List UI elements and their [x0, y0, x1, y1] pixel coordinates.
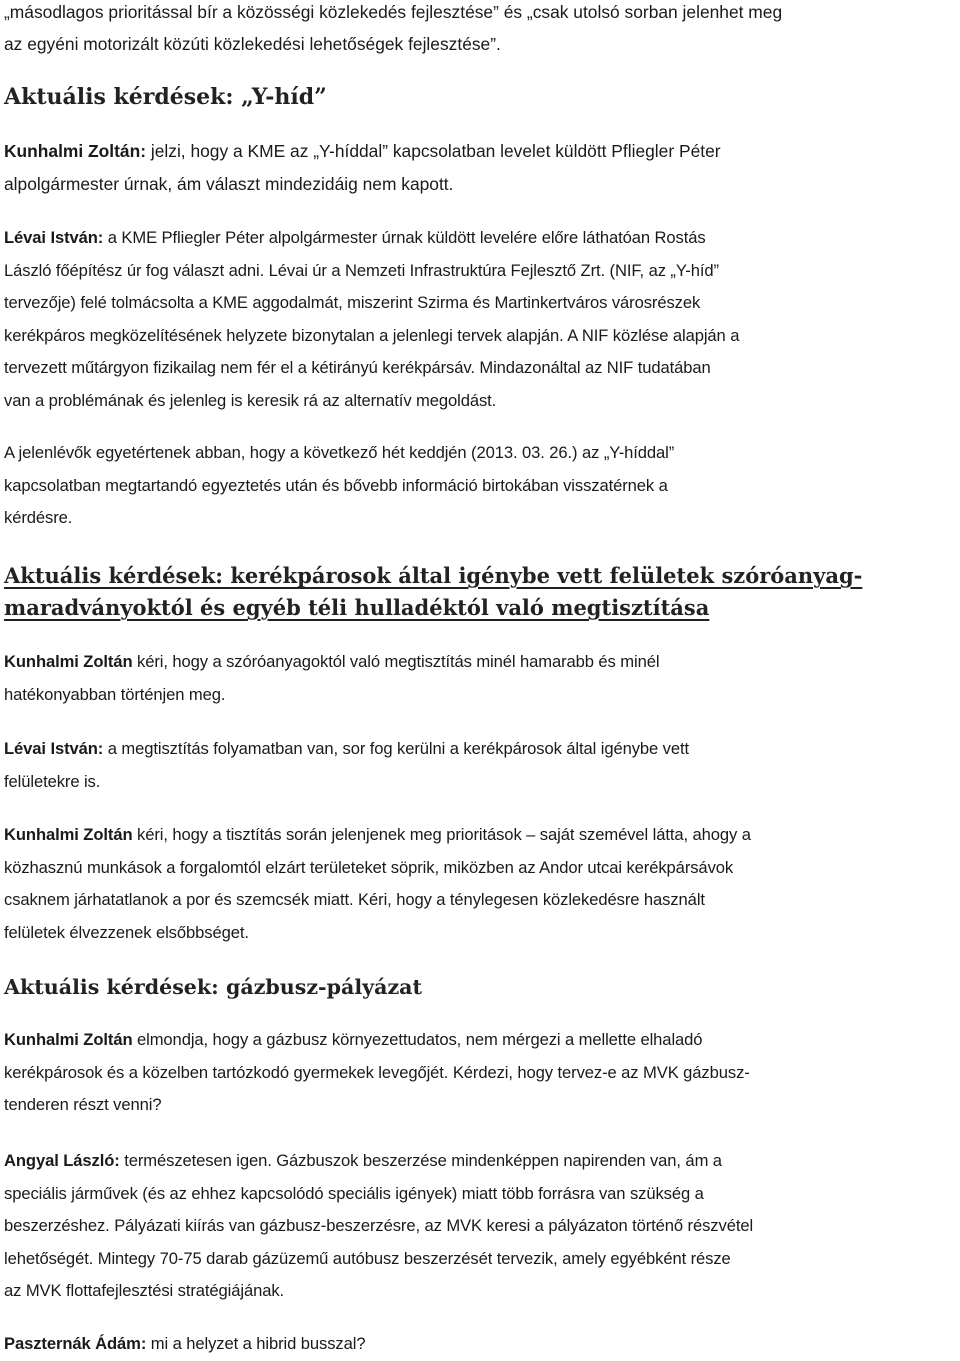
heading-cleaning [4, 560, 862, 624]
speaker-name: Angyal László: [4, 1151, 120, 1170]
paragraph-line: tenderen részt venni? [4, 1095, 162, 1115]
paragraph-line [4, 135, 721, 168]
paragraph-line [4, 1024, 750, 1057]
paragraph-kunhalmi-2 [4, 646, 659, 711]
speaker-name: Lévai István: [4, 228, 104, 247]
intro-line-2: az egyéni motorizált közúti közlekedési lehetőségek fejlesztése”. [4, 34, 501, 54]
paragraph-text: kéri, hogy a tisztítás során jelenjenek meg prioritások – saját szemével látta, ahogy a [132, 825, 751, 844]
speaker-name: Paszternák Ádám: [4, 1334, 147, 1353]
paragraph-text: elmondja, hogy a gázbusz környezettudatos, nem mérgezi a mellette elhaladó [132, 1030, 703, 1049]
paragraph-line: az MVK flottafejlesztési stratégiájának. [4, 1281, 285, 1301]
paragraph-line [4, 1328, 365, 1361]
speaker-name: Kunhalmi Zoltán [4, 1030, 133, 1049]
paragraph-line [4, 819, 751, 852]
paragraph-angyal [4, 1145, 753, 1308]
paragraph-text: jelzi, hogy a KME az „Y-híddal” kapcsolatban levelet küldött Pfliegler Péter [146, 141, 721, 161]
paragraph-agreement [4, 437, 674, 535]
speaker-name: Kunhalmi Zoltán: [4, 141, 147, 161]
paragraph-levai-2 [4, 733, 689, 798]
paragraph-line: felületekre is. [4, 771, 101, 791]
paragraph-text: a KME Pfliegler Péter alpolgármester úrnak küldött levelére előre láthatóan Rostás [103, 228, 706, 247]
paragraph-line: beszerzéshez. Pályázati kiírás van gázbusz-beszerzésre, az MVK keresi a pályázaton történő részvétel [4, 1216, 754, 1236]
paragraph-levai-1 [4, 222, 739, 418]
speaker-name: Lévai István: [4, 739, 104, 758]
paragraph-kunhalmi-4 [4, 1024, 750, 1122]
paragraph-text: kéri, hogy a szóróanyagoktól való megtisztítás minél hamarabb és minél [132, 652, 660, 671]
paragraph-line: lehetőségét. Mintegy 70-75 darab gázüzemű autóbusz beszerzését tervezik, amely egyébként része [4, 1248, 731, 1268]
paragraph-line: kerékpárosok és a közelben tartózkodó gyermekek levegőjét. Kérdezi, hogy tervez-e az MVK gázbusz- [4, 1062, 750, 1082]
paragraph-line [4, 222, 739, 255]
paragraph-line: A jelenlévők egyetértenek abban, hogy a következő hét keddjén (2013. 03. 26.) az „Y-híddal” [4, 443, 675, 462]
paragraph-line: van a problémának és jelenleg is keresik rá az alternatív megoldást. [4, 390, 497, 410]
paragraph-line: alpolgármester úrnak, ám választ mindezidáig nem kapott. [4, 173, 454, 194]
intro-line-1: „másodlagos prioritással bír a közösségi közlekedés fejlesztése” és „csak utolsó sorban jelenhet meg [4, 2, 783, 22]
paragraph-line: kérdésre. [4, 508, 73, 528]
speaker-name: Kunhalmi Zoltán [4, 825, 133, 844]
heading-y-hid: Aktuális kérdések: „Y-híd” [4, 84, 327, 110]
paragraph-line: hatékonyabban történjen meg. [4, 684, 226, 704]
paragraph-line [4, 733, 689, 766]
heading-line: maradványoktól és egyéb téli hulladéktól való megtisztítása [4, 595, 710, 620]
paragraph-line: speciális járművek (és az ehhez kapcsolódó speciális igények) miatt több forrásra van szükség a [4, 1183, 704, 1203]
paragraph-text: a megtisztítás folyamatban van, sor fog kerülni a kerékpárosok által igénybe vett [103, 739, 690, 758]
paragraph-line: tervezője) felé tolmácsolta a KME aggodalmát, miszerint Szirma és Martinkertváros városrészek [4, 293, 701, 313]
paragraph-line: László főépítész úr fog választ adni. Lévai úr a Nemzeti Infrastruktúra Fejlesztő Zrt. (NIF, az „Y-híd” [4, 260, 719, 280]
heading-line: Aktuális kérdések: kerékpárosok által igénybe vett felületek szóróanyag- [4, 563, 863, 588]
paragraph-paszternak [4, 1328, 365, 1361]
speaker-name: Kunhalmi Zoltán [4, 652, 133, 671]
heading-gas-bus: Aktuális kérdések: gázbusz-pályázat [4, 975, 423, 999]
paragraph-line: felületek élvezzenek elsőbbséget. [4, 922, 249, 942]
paragraph-line [4, 646, 659, 679]
paragraph-line: kerékpáros megközelítésének helyzete bizonytalan a jelenlegi tervek alapján. A NIF közlése alapján a [4, 325, 740, 345]
paragraph-line: kapcsolatban megtartandó egyeztetés után és bővebb információ birtokában visszatérnek a [4, 475, 668, 495]
paragraph-kunhalmi-1 [4, 135, 721, 200]
paragraph-line: csaknem járhatatlanok a por és szemcsék miatt. Kéri, hogy a ténylegesen közlekedésre használt [4, 890, 705, 910]
paragraph-line [4, 1145, 753, 1178]
paragraph-line: tervezett műtárgyon fizikailag nem fér el a kétirányú kerékpársáv. Mindazonáltal az NIF tudatában [4, 358, 711, 378]
paragraph-text: mi a helyzet a hibrid busszal? [146, 1334, 366, 1353]
paragraph-text: természetesen igen. Gázbuszok beszerzése mindenképpen napirenden van, ám a [119, 1151, 722, 1170]
paragraph-kunhalmi-3 [4, 819, 751, 949]
paragraph-line: közhasznú munkások a forgalomtól elzárt területeket söprik, miközben az Andor utcai kerékpársávok [4, 857, 734, 877]
